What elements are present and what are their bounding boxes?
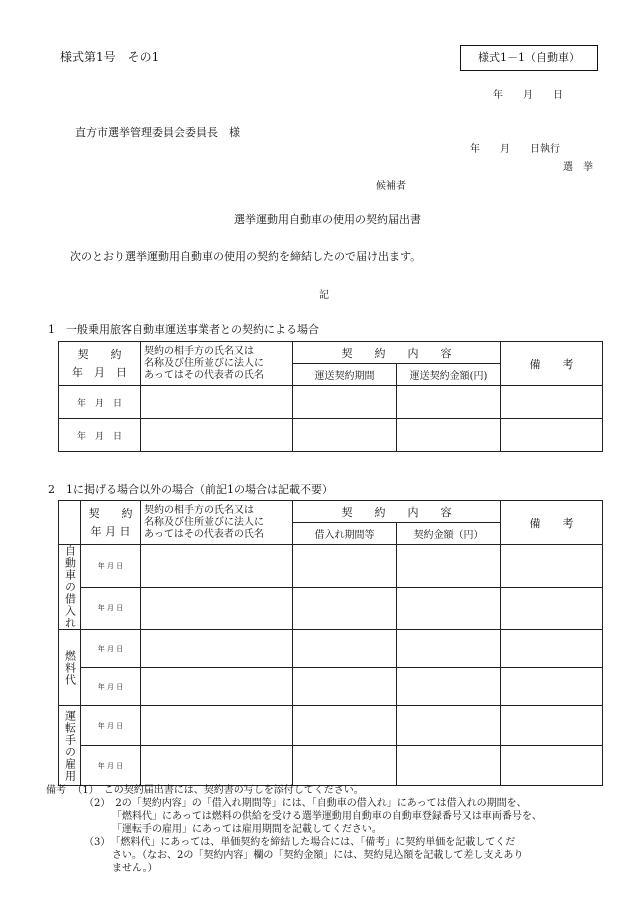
s1-amount-header: 運送契約金額(円) [397,364,501,386]
s2-amount-cell[interactable] [397,587,501,630]
table-row [59,630,603,668]
s2-period-cell[interactable] [293,630,397,668]
s2-remarks-cell[interactable] [501,587,603,630]
s2-party-cell[interactable] [141,746,293,786]
s2-row-date[interactable]: 年 月 日 [81,746,141,786]
s2-amount-cell[interactable] [397,545,501,588]
s2-party-cell[interactable] [141,706,293,746]
table-row [59,668,603,706]
table-row [59,419,603,452]
notes [46,784,606,875]
section1-table [58,341,603,452]
s2-party-cell[interactable] [141,587,293,630]
s1-contract-header: 契 約 内 容 [293,342,501,364]
table-row [59,386,603,419]
s2-period-cell[interactable] [293,668,397,706]
s2-remarks-cell[interactable] [501,706,603,746]
s2-amount-cell[interactable] [397,630,501,668]
s2-period-cell[interactable] [293,587,397,630]
note-1: （1） この契約届出書には、契約書の写しを添付してください。 [72,785,364,796]
document-title: 選挙運動用自動車の使用の契約届出書 [234,213,421,226]
note-2b: 「燃料代」にあっては燃料の供給を受ける選挙運動用自動車の自動車登録番号又は車両番号を、 [112,811,542,822]
s1-party-cell[interactable] [141,386,293,419]
s1-period-cell[interactable] [293,419,397,452]
notes-label: 備考 [46,785,66,796]
table-row [59,746,603,786]
s2-party-cell[interactable] [141,668,293,706]
s1-amount-cell[interactable] [397,419,501,452]
s2-corner-cell [59,501,81,545]
section1-heading: 1 一般乗用旅客自動車運送事業者との契約による場合 [48,323,319,336]
s2-party-cell[interactable] [141,545,293,588]
s2-period-cell[interactable] [293,545,397,588]
s2-row-date[interactable]: 年 月 日 [81,587,141,630]
note-3c: ません。） [112,863,158,874]
election-label: 選 挙 [563,162,593,173]
s1-row-date[interactable]: 年 月 日 [59,419,141,452]
s1-period-cell[interactable] [293,386,397,419]
note-3a: （3） 「燃料代」にあっては、単価契約を締結した場合には、「備考」に契約単価を記載してくだ [84,837,516,848]
s2-remarks-header: 備 考 [501,501,603,545]
s1-remarks-header: 備 考 [501,342,603,386]
table-row [59,706,603,746]
s2-party-header: 契約の相手方の氏名又は 名称及び住所並びに法人に あってはその代表者の氏名 [141,501,293,545]
s1-row-date[interactable]: 年 月 日 [59,386,141,419]
election-date: 年 月 日執行 [470,144,560,155]
submission-date: 年 月 日 [493,90,563,101]
s2-contract-header: 契 約 内 容 [293,501,501,523]
form-type-box: 様式1－1（自動車） [460,45,598,71]
s2-amount-cell[interactable] [397,706,501,746]
s2-group-fuel: 燃料代 [59,630,81,706]
candidate-label: 候補者 [376,181,406,192]
s2-party-cell[interactable] [141,630,293,668]
s2-amount-cell[interactable] [397,668,501,706]
section2-table [58,500,603,786]
s1-amount-cell[interactable] [397,386,501,419]
s2-row-date[interactable]: 年 月 日 [81,545,141,588]
s2-amount-cell[interactable] [397,746,501,786]
s2-group-driver: 運転手の雇用 [59,706,81,786]
s1-party-header: 契約の相手方の氏名又は 名称及び住所並びに法人に あってはその代表者の氏名 [141,342,293,386]
s2-period-cell[interactable] [293,746,397,786]
note-2a: （2） 2の「契約内容」の「借入れ期間等」には、「自動車の借入れ」にあっては借入れの期間を、 [84,798,527,809]
ki-mark: 記 [319,290,329,301]
s2-row-date[interactable]: 年 月 日 [81,630,141,668]
s2-remarks-cell[interactable] [501,746,603,786]
s2-remarks-cell[interactable] [501,668,603,706]
s2-remarks-cell[interactable] [501,545,603,588]
s1-date-header: 契 約 年 月 日 [59,342,141,386]
s2-row-date[interactable]: 年 月 日 [81,706,141,746]
table-row [59,545,603,588]
note-2c: 「運転手の雇用」にあっては雇用期間を記載してください。 [112,824,382,835]
s1-remarks-cell[interactable] [501,386,603,419]
addressee: 直方市選挙管理委員会委員長 様 [75,126,240,139]
s1-period-header: 運送契約期間 [293,364,397,386]
s2-row-date[interactable]: 年 月 日 [81,668,141,706]
s2-amount-header: 契約金額（円） [397,523,501,545]
s2-remarks-cell[interactable] [501,630,603,668]
table-row [59,587,603,630]
s2-period-header: 借入れ期間等 [293,523,397,545]
intro-text: 次のとおり選挙運動用自動車の使用の契約を締結したので届け出ます。 [70,250,422,263]
s1-party-cell[interactable] [141,419,293,452]
form-number: 様式第1号 その1 [60,50,160,64]
s2-period-cell[interactable] [293,706,397,746]
section2-heading: 2 1に掲げる場合以外の場合（前記1の場合は記載不要） [48,483,333,496]
s2-date-header: 契 約 年 月 日 [81,501,141,545]
s2-group-rental: 自動車の借入れ [59,545,81,630]
s1-remarks-cell[interactable] [501,419,603,452]
note-3b: さい。（なお、2の「契約内容」欄の「契約金額」には、契約見込額を記載して差し支えあり [112,850,524,861]
